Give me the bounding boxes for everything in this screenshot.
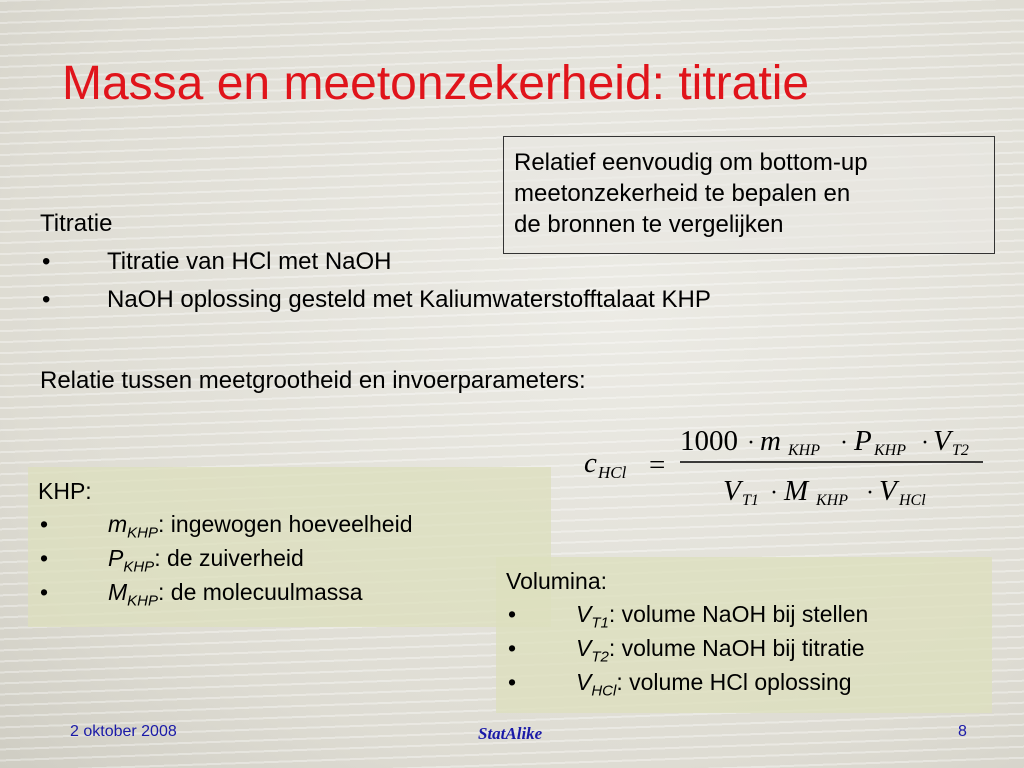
bullet-marker: •	[508, 635, 517, 661]
list-item	[506, 665, 982, 699]
bullet-item	[40, 243, 940, 281]
khp-heading: KHP:	[38, 478, 92, 504]
num-v-sub: T2	[952, 442, 969, 459]
relation-text: Relatie tussen meetgrootheid en invoerparameters:	[40, 367, 586, 394]
list-item	[506, 597, 982, 631]
bullet-text: Titratie van HCl met NaOH	[107, 248, 392, 275]
bullet-text: NaOH oplossing gesteld met Kaliumwaterstofftalaat KHP	[107, 286, 711, 313]
bullet-marker: •	[508, 601, 517, 627]
den-v1: V	[723, 475, 741, 507]
item-desc: : de zuiverheid	[154, 545, 304, 571]
num-dot-3: ·	[921, 430, 929, 456]
note-line-3: de bronnen te vergelijken	[514, 211, 784, 238]
note-line-2: meetonzekerheid te bepalen en	[514, 180, 851, 207]
bullet-marker: •	[42, 286, 51, 313]
num-v: V	[933, 425, 951, 457]
bullet-marker: •	[42, 248, 51, 275]
volumina-heading: Volumina:	[506, 568, 608, 594]
den-m-sub: KHP	[816, 492, 848, 509]
symbol: M	[108, 579, 128, 605]
num-p-sub: KHP	[874, 442, 906, 459]
note-line-1: Relatief eenvoudig om bottom-up	[514, 149, 868, 176]
symbol-sub: KHP	[127, 524, 159, 542]
formula-equals: =	[649, 449, 666, 481]
footer-brand: StatAlike	[478, 724, 543, 743]
section-heading: Titratie	[40, 210, 113, 237]
symbol: m	[108, 511, 128, 537]
symbol: V	[576, 601, 592, 627]
num-p: P	[854, 425, 872, 457]
symbol-sub: HCl	[591, 682, 617, 700]
symbol-sub: T2	[591, 648, 609, 666]
list-item	[38, 541, 541, 575]
symbol-sub: KHP	[123, 558, 155, 576]
bullet-marker: •	[508, 669, 517, 695]
item-desc: : de molecuulmassa	[158, 579, 363, 605]
num-dot-2: ·	[840, 430, 848, 456]
formula-lhs: c	[584, 447, 597, 479]
den-m: M	[784, 475, 809, 507]
symbol: V	[576, 669, 592, 695]
symbol-sub: KHP	[127, 592, 159, 610]
num-const: 1000	[680, 425, 738, 457]
symbol-sub: T1	[591, 614, 609, 632]
den-dot-2: ·	[866, 480, 874, 506]
hcl-concentration-formula	[578, 415, 998, 515]
item-desc: : volume NaOH bij titratie	[608, 635, 865, 661]
den-v2-sub: HCl	[899, 492, 926, 509]
formula-lhs-sub: HCl	[598, 463, 627, 482]
bullet-marker: •	[40, 511, 49, 537]
den-v2: V	[879, 475, 897, 507]
bullet-marker: •	[40, 545, 49, 571]
bullet-marker: •	[40, 579, 49, 605]
item-desc: : volume HCl oplossing	[616, 669, 852, 695]
page-number: 8	[958, 723, 967, 740]
slide-title: Massa en meetonzekerheid: titratie	[62, 57, 810, 110]
den-dot-1: ·	[770, 480, 778, 506]
symbol: P	[108, 545, 124, 571]
titratie-section	[40, 205, 940, 319]
den-v1-sub: T1	[742, 492, 759, 509]
num-dot-1: ·	[747, 430, 755, 456]
list-item	[506, 631, 982, 665]
list-item	[38, 507, 541, 541]
khp-box	[28, 467, 551, 627]
volumina-box	[496, 557, 992, 713]
symbol: V	[576, 635, 592, 661]
footer-date: 2 oktober 2008	[70, 723, 177, 740]
bullet-item	[40, 281, 940, 319]
list-item	[38, 575, 541, 609]
item-desc: : ingewogen hoeveelheid	[158, 511, 413, 537]
num-m: m	[760, 425, 781, 457]
num-m-sub: KHP	[788, 442, 820, 459]
item-desc: : volume NaOH bij stellen	[608, 601, 869, 627]
